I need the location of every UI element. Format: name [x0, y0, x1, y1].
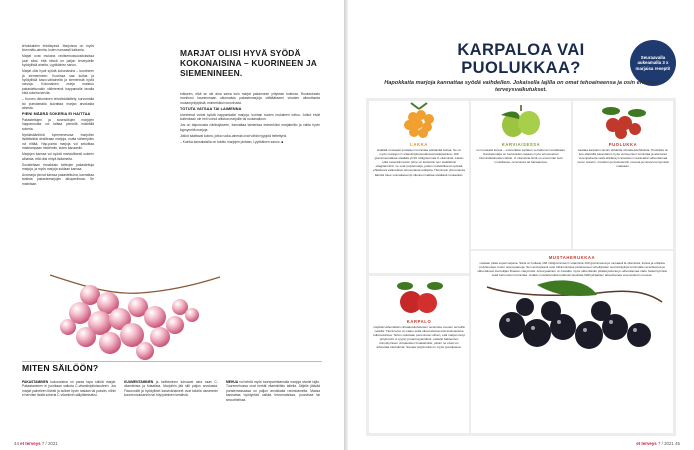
paragraph: Suositellaan rinnakkain keittojen pakastettuja marjoja, ja myös marjoja suklaan kanssa.	[22, 162, 94, 171]
magazine-brand: et terveys	[20, 441, 41, 446]
title-text: KARPALOA VAI PUOLUKKAA?	[457, 41, 585, 77]
berry-description: voidaan pitää supermarjana. Siinä on hulkeat 138 milligrammaa C-vitamiinia 100 grammassa ja runsaasti E-vitamiinia, kuitua ja erilaisia polyfenoleja, kuten antosyaaneja. Sen antosyaanit ovat tutkimuksissa parantaneet urheilijoiden suorituskykyä toimimalla verenkiertoa ja vähentäneet kuntoilijan lihasten väsymistä. Antosyaaniien on havaittu myös vähentävän pikätetyödenteyn aiheuttamaa näön heikentymistä sekä hermoston toimintaa. Lisäksi mustaherukka tutkitusti tasoittaa hiilihydraattien aiheuttamaa verensokerin nousua.	[477, 261, 667, 278]
berry-card-puolukka	[573, 101, 673, 249]
lead-word: PAKASTAMINEN	[22, 380, 49, 384]
paragraph: Useimmat voivat syödä happamiakin marjoja, kunhan suolen mukainen tottuu. Jotkut eivät kuitenkaan ole heti voinut altistua marjoille tai ruokavalioon.	[180, 112, 320, 122]
berry-card-mustaherukka	[471, 251, 673, 433]
berry-name: KARPALO	[406, 319, 432, 324]
berry-card-lakka	[369, 101, 469, 273]
storage-column-2	[124, 380, 218, 399]
paragraph: Pakastettujen ja sosesoitujen marjojen happamuutta voi taittaa pienellä määrällä sokeria.	[22, 118, 94, 131]
page-footer-right	[636, 441, 680, 446]
paragraph: Jotkut saattavat kokea, jotka ruoka-ainesta ovat vähän tyyppiä heitettynä.	[180, 133, 288, 138]
blackcurrant-icon	[477, 277, 667, 357]
section-heading: TOTUTA VATSAA TAI LAIMENNA	[180, 107, 242, 112]
page-footer-left	[14, 441, 58, 446]
berry-name: LAKKA	[410, 142, 428, 147]
cloudberry-icon	[389, 101, 449, 141]
paragraph: kokonaisina on paras tapa säilöä marjat. Pakastaminen ei juurikaan vaikuta C-vitamiinipitoisuuteen. Jos marjat paineleen tiiviisti ja sulkee hyvin rasiaan tai pussiin, niihin ei tarvitse lisätä sokeria C-vitamiinin säilyttämiseksi.	[22, 380, 116, 398]
section-heading: PIENI MÄÄRÄ SOKERIA EI HAITTAA	[22, 112, 91, 117]
berry-description: saattaa karpalon tavoin ehkäistä virtsatietulehduksia. Puolukka on koe-eläimillä parantanut myös verisuonten toimintaa ja alentanut verenpainetta sekä ehkäissyt rasvaisen ruokavalion aiheuttamaa veren sokerin, insuliinin ja kolesterolin nousua ja rasvan kertymistä maksaan.	[577, 148, 669, 169]
paragraph: Marjojen kanssa voi syödä mahdollisesti sokerin alhaista, että olisi ehtyä lisäaineita.	[22, 152, 94, 161]
paragraph: – Kuoren rikkominen teholliokäsittely, survomalla tai puristamalla kuivattaa marjan arvokasta ainesta.	[22, 97, 94, 111]
berry-name: PUOLUKKA	[608, 142, 638, 147]
text-column-1	[22, 44, 94, 188]
magazine-brand: et terveys	[636, 441, 657, 446]
lead-word: MEHUA	[226, 380, 239, 384]
berry-grid	[366, 98, 676, 436]
paragraph: voi tehdä myös tuoreputristamalla marjoja sivulle lajiin. Tuoremehussa ovat herkät vitamiinitkin tallella. Jäljelle jäävää puristemassaasa on paljon arvokkaita ravintoaineita. Massa kannattaa hyödyntää vaikka leivonnaisissa, puuroissa tai smoothieissa.	[226, 380, 320, 402]
paragraph: Marjat ovat mukana ravitsemussuosituksissa juuri siksi, että niissä on paljon terveydelle hyödyllisiä aineita, Lyytikäinen sanoo.	[22, 54, 94, 68]
issue-number: 7 / 2021	[41, 441, 58, 446]
berry-name: MUSTAHERUKKAA	[548, 255, 596, 260]
paragraph: ja keittäminen tuhoavat aina osan C-vitamiinista ja folaatista. Marjoihin jää silti paljon arvokasta. Flavonoidit ja hyödylliset kasviväriaineet ovat taloilla useammin kuumennuksenkin tai höyryämisen kestäviä.	[124, 380, 218, 398]
cranberry-icon	[389, 276, 449, 318]
paragraph: – Kuinka kansalaisilla on totuttu marjojen pintaan, Lyytikäinen sanoo. ■	[180, 139, 284, 144]
page-number: 44	[14, 441, 19, 446]
paragraph: Marjat olisi hyvä syödä kokonaisina – kuorineen ja siemenineen. Kuorissa saa kuitua ja hyödyllisiä kasvi-väriaineita ja siemenistä hyviä rasvoja. Kokonainen marja maistuu pakastettunakin välimerenä happamalla tavalla eikä sokeria tarvita.	[22, 69, 94, 96]
right-page	[348, 0, 694, 450]
paragraph: Nyrkkisääntönä kymmenesosa marjoihin lisättäväksi desilitraan marjoja, mutta vähempikin voi riittää. Hap-panta marjoja voi sekoittaa makeampaan hedelmiin, kuten banaaniin.	[22, 132, 94, 151]
issue-number: 7 / 2021	[658, 441, 674, 446]
berry-name: KARVIAISESSA	[501, 142, 541, 147]
lingonberry-icon	[593, 101, 653, 141]
paragraph: tehokkaiden ehkäisyssä. Marjoissa on myös kivennäis-aineita, kuten runsaasti kaliumia.	[22, 44, 94, 53]
berry-description: näyttää vähentävän virtsatietulehdusten uusimista muuten terveillä naisilla. Tämä tulos on saatu sekä ulkomaisissa että kotimaisissa tutkimuksissa. Tehon uskotaan perustuvan siihen, että marjan tietyt polyfenolit, A-tyypin proantosyanidiinit, estävät bakteerien kiinnittymisen virtsateiden limakalvoille, jolloin ne eivät voi aiheuttaa tulehdusta. Samaa polyfenolia on myös puolukassa.	[373, 325, 465, 350]
storage-column-3	[226, 380, 320, 404]
page-number: 45	[675, 441, 680, 446]
lead-word: KUUMENTAMINEN	[124, 380, 154, 384]
recipe-badge: Seuraavalla aukeamalla 3 x marjaisa resepti!	[630, 40, 676, 86]
left-page	[0, 0, 344, 450]
pull-quote: MARJAT OLISI HYVÄ SYÖDÄ KOKONAISINA – KUORINEEN JA SIEMENINEEN.	[180, 48, 317, 79]
berry-description: sisältää runsaasti suolaisen toimintaa edistävää kuitua. Se on myös marjojen C-vitamiinipitoisuudessa kärkijoukkoa: 100 grammaa lakkaa sisältää yli 60 milligrammaa C-vitamiinia. Lakan etkä melenkiinnoisin piirre on kuitenkin sen sisältämät ellagitanniinit; ne ovat polyfenoleja, joiden mahdollisesti syöpää ehkäisevä vaikutukset kiinnostavat tutkijoita. Heinimpin ylivoimassa ääristä tulee voimakasempi ulkoinen lakkaa sisältävä ruokavalio.	[373, 148, 465, 177]
paragraph: Avomarja pinnat kanssa pakastettuina, kannattaa tarkista pakastemarjojen alkuperämaa. Se mainitaan	[22, 172, 94, 186]
berry-card-karviainen	[471, 101, 571, 249]
paragraph: erikseen, eikä se ole aina sama kuin marjat pakanneen yrityksen kotimaa. Ruokavirasto monitoroi kaunenmaan ulkomaisia pakastemarjoja välttääkseen virusten aiheuttamia ruokamyrkytyksiä, esimerkiksi norovirusta.	[180, 92, 320, 105]
storage-column-1	[22, 380, 116, 399]
berry-description: on runsaasti kuitua – esimerkiksi tuplaten verrattuna mansikkaan. Karviaismarja on herukoiden tapaan myös erinomainen kivennäisaineiden lähde. C-vitamiinia siinä on enemmän kuin mustikassa, omenassa tai banaanissa.	[476, 148, 566, 165]
paragraph: Jos on taipumusta närästykseen, kannattaa laimentaa esimerkiksi marjakeitto ja valita hyvin kypsyneitä marjoja.	[180, 123, 320, 132]
text-column-3	[180, 92, 320, 146]
redcurrant-photo	[20, 255, 235, 365]
storage-heading: MITEN SÄILÖÖN?	[22, 363, 99, 373]
gooseberry-icon	[491, 101, 551, 141]
berry-card-karpalo	[369, 276, 469, 433]
section-divider	[22, 361, 322, 362]
page-subtitle: Hapokkaita marjoja kannattaa syödä vaihdellen. Jokaisella lajilla on omat tehoaineensa ja osin erilaiset terveysvaikutukset.	[384, 80, 658, 93]
